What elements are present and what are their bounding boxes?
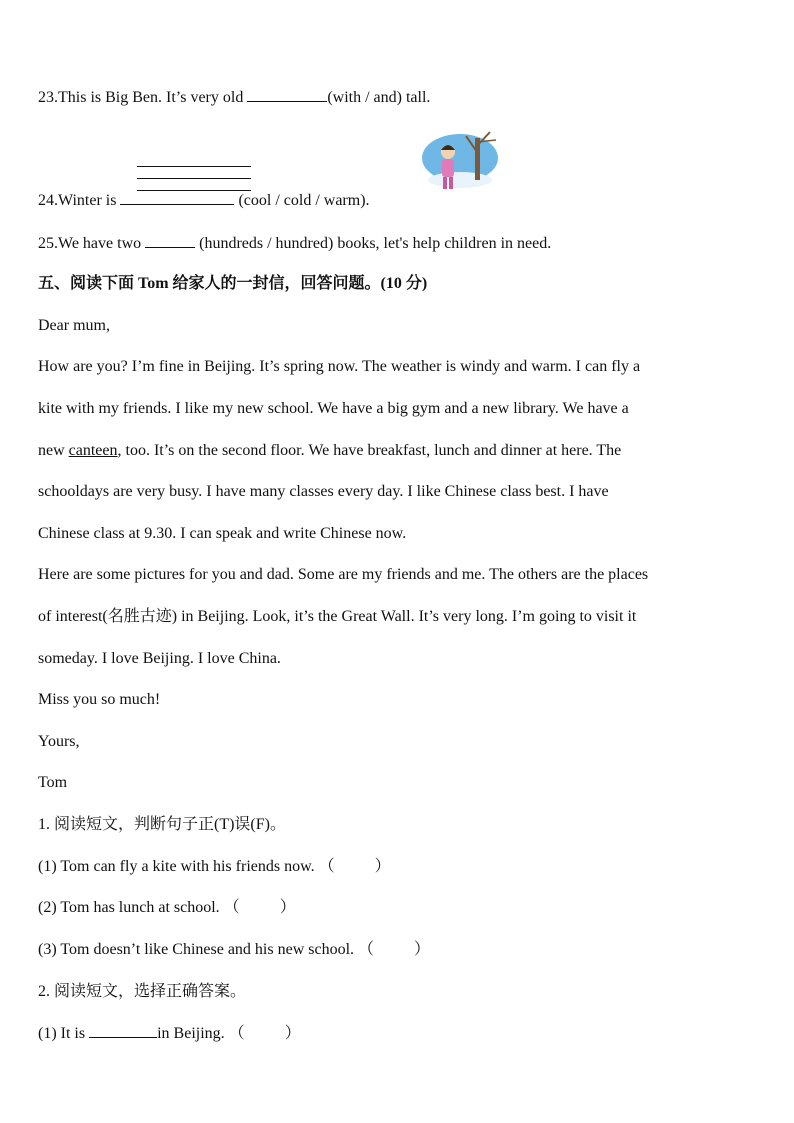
section-5-heading: 五、阅读下面 Tom 给家人的一封信，回答问题。(10 分): [38, 275, 428, 292]
answer-paren[interactable]: （ ）: [318, 858, 391, 875]
letter-closing: Yours,: [38, 733, 80, 750]
question-23: [38, 87, 430, 108]
q23-text-pre: 23.This is Big Ben. It’s very old: [38, 89, 248, 106]
letter-line: kite with my friends. I like my new school. We have a big gym and a new library. We have a: [38, 400, 629, 417]
q24-answer-blank[interactable]: [120, 190, 234, 205]
q25-answer-blank[interactable]: [145, 233, 195, 248]
task-1-question-2: [38, 898, 296, 918]
question-text: (2) Tom has lunch at school.: [38, 899, 224, 916]
letter-line: Here are some pictures for you and dad. Some are my friends and me. The others are the places: [38, 566, 649, 583]
letter-line: someday. I love Beijing. I love China.: [38, 650, 281, 667]
underlined-word-canteen: canteen: [68, 442, 118, 459]
q23-answer-blank[interactable]: [247, 87, 327, 102]
q25-text-pre: 25.We have two: [38, 235, 146, 252]
winter-girl-illustration: [420, 128, 502, 198]
q23-text-post: (with / and) tall.: [327, 89, 431, 106]
task-1-question-1: [38, 857, 391, 877]
letter-closing: Miss you so much!: [38, 691, 161, 708]
letter-line: Chinese class at 9.30. I can speak and write Chinese now.: [38, 525, 407, 542]
task-1-question-3: [38, 940, 430, 960]
letter-text: , too. It’s on the second floor. We have breakfast, lunch and dinner at here. The: [117, 442, 622, 459]
question-text: in Beijing.: [157, 1025, 229, 1042]
letter-line: schooldays are very busy. I have many classes every day. I like Chinese class best. I have: [38, 483, 609, 500]
letter-signature: Tom: [38, 774, 68, 791]
task-2-question-1: [38, 1023, 301, 1044]
letter-text: new: [38, 442, 69, 459]
question-text: (3) Tom doesn’t like Chinese and his new school.: [38, 941, 359, 958]
question-24: [38, 190, 370, 211]
answer-paren[interactable]: （ ）: [228, 1025, 301, 1042]
question-25: [38, 233, 551, 254]
question-text: (1) Tom can fly a kite with his friends now.: [38, 858, 319, 875]
q25-text-post: (hundreds / hundred) books, let's help children in need.: [195, 235, 552, 252]
letter-line: [38, 441, 621, 461]
q24-text-pre: 24.Winter is: [38, 192, 121, 209]
q24-text-post: (cool / cold / warm).: [234, 192, 370, 209]
letter-line: of interest(名胜古迹) in Beijing. Look, it’s the Great Wall. It’s very long. I’m going to visit it: [38, 608, 637, 625]
task-2-q1-blank[interactable]: [89, 1023, 157, 1038]
question-text: (1) It is: [38, 1025, 90, 1042]
answer-paren[interactable]: （ ）: [358, 941, 431, 958]
task-2-title: 2. 阅读短文，选择正确答案。: [38, 983, 247, 1000]
letter-greeting: Dear mum,: [38, 317, 110, 334]
letter-line: How are you? I’m fine in Beijing. It’s spring now. The weather is windy and warm. I can fly a: [38, 358, 641, 375]
task-1-title: 1. 阅读短文，判断句子正(T)误(F)。: [38, 816, 286, 833]
answer-paren[interactable]: （ ）: [223, 899, 296, 916]
